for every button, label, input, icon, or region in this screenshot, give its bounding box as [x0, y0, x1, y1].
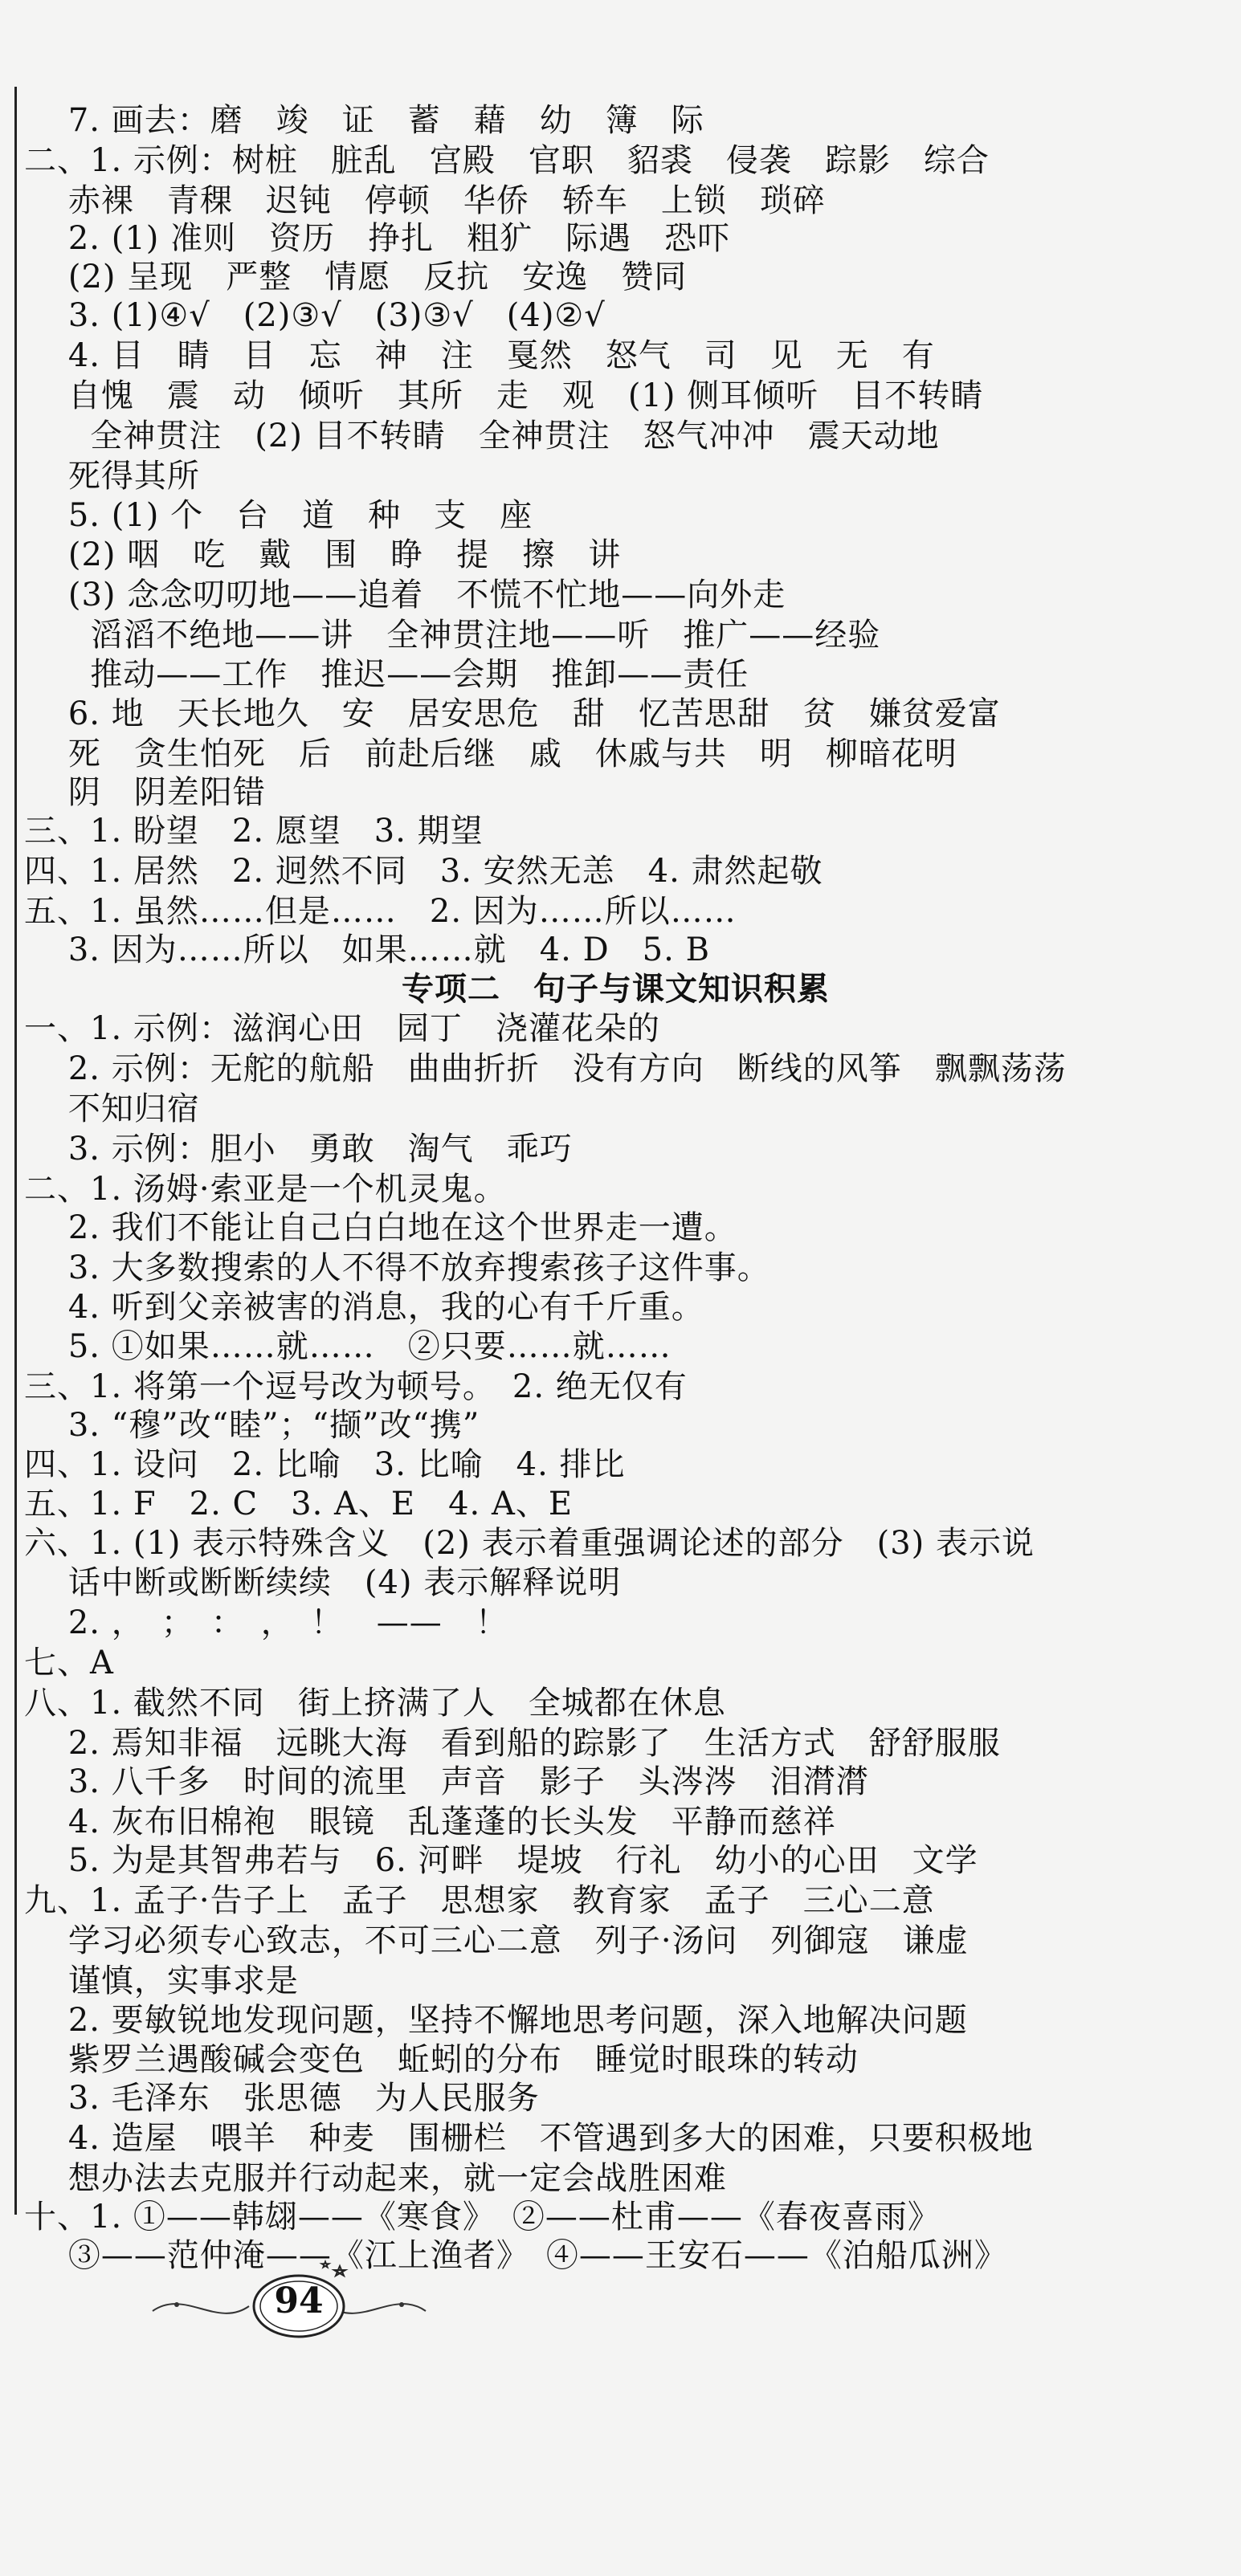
answer-line: 2. 示例：无舵的航船 曲曲折折 没有方向 断线的风筝 飘飘荡荡	[24, 1050, 1067, 1087]
answer-line: 3. (1)④√ (2)③√ (3)③√ (4)②√	[24, 297, 606, 334]
answer-line: 一、1. 示例：滋润心田 园丁 浇灌花朵的	[24, 1010, 660, 1047]
answer-line: 4. 灰布旧棉袍 眼镜 乱蓬蓬的长头发 平静而慈祥	[24, 1804, 836, 1840]
section-title: 专项二 句子与课文知识积累	[402, 971, 830, 1008]
answer-line: 6. 地 天长地久 安 居安思危 甜 忆苦思甜 贫 嫌贫爱富	[24, 695, 1001, 732]
answer-line: 4. 目 睛 目 忘 神 注 戛然 怒气 司 见 无 有	[24, 337, 935, 374]
answer-line: 死得其所	[24, 458, 200, 495]
answer-line: 3. “穆”改“睦”；“撷”改“携”	[24, 1407, 480, 1444]
answer-line: 3. 八千多 时间的流里 声音 影子 头涔涔 泪潸潸	[24, 1763, 869, 1800]
answer-line: 推动——工作 推迟——会期 推卸——责任	[24, 656, 749, 693]
answer-line: 五、1. 虽然……但是…… 2. 因为……所以……	[24, 893, 737, 930]
answer-line: 5. 为是其智弗若与 6. 河畔 堤坡 行礼 幼小的心田 文学	[24, 1842, 978, 1879]
answer-line: 2. ， ； ： ， ！ —— ！	[24, 1604, 508, 1641]
answer-line: 紫罗兰遇酸碱会变色 蚯蚓的分布 睡觉时眼珠的转动	[24, 2041, 859, 2078]
answer-line: 八、1. 截然不同 街上挤满了人 全城都在休息	[24, 1685, 726, 1722]
answer-line: (3) 念念叨叨地——追着 不慌不忙地——向外走	[24, 577, 786, 613]
answer-line: 3. 毛泽东 张思德 为人民服务	[24, 2080, 540, 2117]
answer-line: 4. 造屋 喂羊 种麦 围栅栏 不管遇到多大的困难，只要积极地	[24, 2120, 1034, 2157]
answer-line: 四、1. 居然 2. 迥然不同 3. 安然无恙 4. 肃然起敬	[24, 853, 823, 890]
answer-line: 二、1. 示例：树桩 脏乱 宫殿 官职 貂裘 侵袭 踪影 综合	[24, 142, 990, 179]
answer-line: 九、1. 孟子·告子上 孟子 思想家 教育家 孟子 三心二意	[24, 1882, 935, 1919]
answer-line: 3. 大多数搜索的人不得不放弃搜索孩子这件事。	[24, 1249, 770, 1286]
answer-line: 六、1. (1) 表示特殊含义 (2) 表示着重强调论述的部分 (3) 表示说	[24, 1525, 1035, 1562]
answer-line: 四、1. 设问 2. 比喻 3. 比喻 4. 排比	[24, 1446, 626, 1483]
answer-line: 2. (1) 准则 资历 挣扎 粗犷 际遇 恐吓	[24, 220, 731, 257]
answer-line: 5. ①如果……就…… ②只要……就……	[24, 1328, 672, 1365]
answer-line: 三、1. 将第一个逗号改为顿号。 2. 绝无仅有	[24, 1368, 688, 1405]
answer-line: 学习必须专心致志，不可三心二意 列子·汤问 列御寇 谦虚	[24, 1922, 969, 1959]
answer-line: 2. 焉知非福 远眺大海 看到船的踪影了 生活方式 舒舒服服	[24, 1725, 1001, 1762]
answer-line: 3. 因为……所以 如果……就 4. D 5. B	[24, 931, 710, 968]
answer-line: 5. (1) 个 台 道 种 支 座	[24, 497, 533, 534]
margin-rule	[14, 87, 17, 2215]
answer-line: 7. 画去：磨 竣 证 蓄 藉 幼 簿 际	[24, 102, 704, 139]
answer-line: 阴 阴差阳错	[24, 774, 266, 811]
answer-line: (2) 呈现 严整 情愿 反抗 安逸 赞同	[24, 259, 688, 296]
answer-line: 想办法去克服并行动起来，就一定会战胜困难	[24, 2160, 727, 2197]
answer-line: 五、1. F 2. C 3. A、E 4. A、E	[24, 1486, 574, 1522]
answer-line: 4. 听到父亲被害的消息，我的心有千斤重。	[24, 1289, 704, 1326]
answer-line: ③——范仲淹——《江上渔者》 ④——王安石——《泊船瓜洲》	[24, 2237, 1007, 2274]
answer-line: 自愧 震 动 倾听 其所 走 观 (1) 侧耳倾听 目不转睛	[24, 377, 984, 414]
answer-line: 谨慎，实事求是	[24, 1963, 299, 1999]
answer-line: 2. 我们不能让自己白白地在这个世界走一遭。	[24, 1209, 737, 1246]
answer-line: 不知归宿	[24, 1090, 200, 1127]
answer-line: 话中断或断断续续 (4) 表示解释说明	[24, 1564, 622, 1601]
page-number: 94	[274, 2280, 324, 2321]
answer-line: 七、A	[24, 1645, 114, 1681]
answer-line: 赤裸 青稞 迟钝 停顿 华侨 轿车 上锁 琐碎	[24, 182, 826, 219]
answer-line: 2. 要敏锐地发现问题，坚持不懈地思考问题，深入地解决问题	[24, 2002, 968, 2039]
answer-line: (2) 咽 吃 戴 围 睁 提 擦 讲	[24, 536, 622, 573]
answer-line: 十、1. ①——韩翃——《寒食》 ②——杜甫——《春夜喜雨》	[24, 2199, 941, 2236]
answer-line: 死 贪生怕死 后 前赴后继 戚 休戚与共 明 柳暗花明	[24, 736, 957, 772]
answer-line: 二、1. 汤姆·索亚是一个机灵鬼。	[24, 1171, 507, 1208]
answer-line: 3. 示例：胆小 勇敢 淘气 乖巧	[24, 1131, 573, 1168]
answer-line: 全神贯注 (2) 目不转睛 全神贯注 怒气冲冲 震天动地	[24, 418, 940, 454]
answer-line: 滔滔不绝地——讲 全神贯注地——听 推广——经验	[24, 617, 881, 654]
answer-line: 三、1. 盼望 2. 愿望 3. 期望	[24, 813, 484, 850]
